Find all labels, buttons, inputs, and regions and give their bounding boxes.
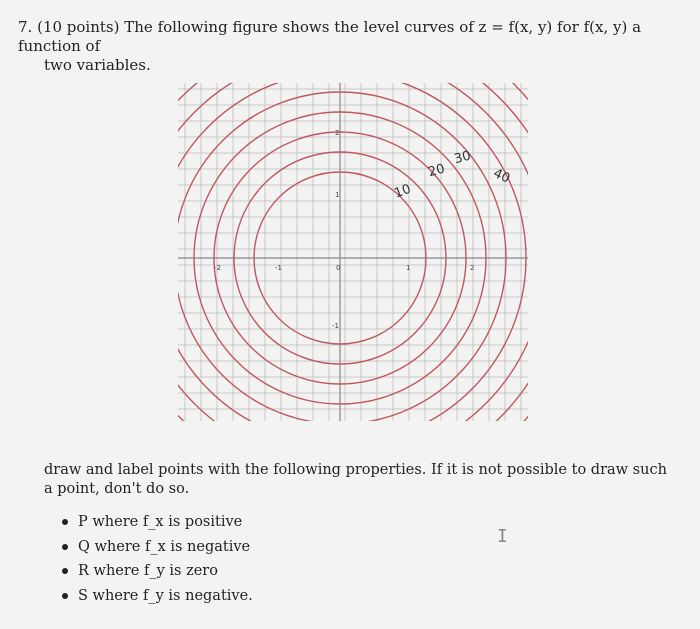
property-item-r: R where f_y is zero — [60, 559, 253, 584]
tick-x-neg1: -1 — [275, 264, 282, 272]
level-curves — [170, 75, 540, 435]
grid-lines — [170, 75, 540, 435]
contour-label-30: 30 — [452, 148, 473, 168]
instructions: draw and label points with the following properties. If it is not possible to draw such a point, don't do so. — [44, 462, 667, 497]
contour-label-40: 40 — [490, 166, 513, 187]
contour-label-20: 20 — [426, 161, 447, 181]
tick-y-2: 2 — [335, 129, 340, 137]
question-text-line2: two variables. — [44, 56, 151, 74]
axes — [170, 75, 540, 435]
tick-origin: 0 — [336, 264, 341, 272]
contour-label-10: 10 — [392, 181, 413, 202]
contour-labels — [392, 148, 512, 201]
property-item-p: P where f_x is positive — [60, 510, 253, 535]
question-header — [18, 18, 678, 75]
property-item-q: Q where f_x is negative — [60, 535, 253, 560]
level-curves-figure — [170, 75, 540, 435]
tick-y-1: 1 — [335, 191, 340, 199]
question-text-line1: The following figure shows the level curves of z = f(x, y) for f(x, y) a function of — [18, 18, 642, 55]
tick-y-neg1: -1 — [332, 322, 339, 330]
tick-x-neg2: -2 — [214, 264, 221, 272]
text-cursor-icon: I — [497, 526, 508, 547]
question-points: (10 points) — [37, 18, 120, 36]
property-list — [60, 510, 253, 608]
tick-labels — [214, 129, 474, 330]
tick-x-2: 2 — [470, 264, 475, 272]
property-item-s: S where f_y is negative. — [60, 584, 253, 609]
tick-x-1: 1 — [406, 264, 411, 272]
question-number: 7. — [18, 18, 33, 36]
